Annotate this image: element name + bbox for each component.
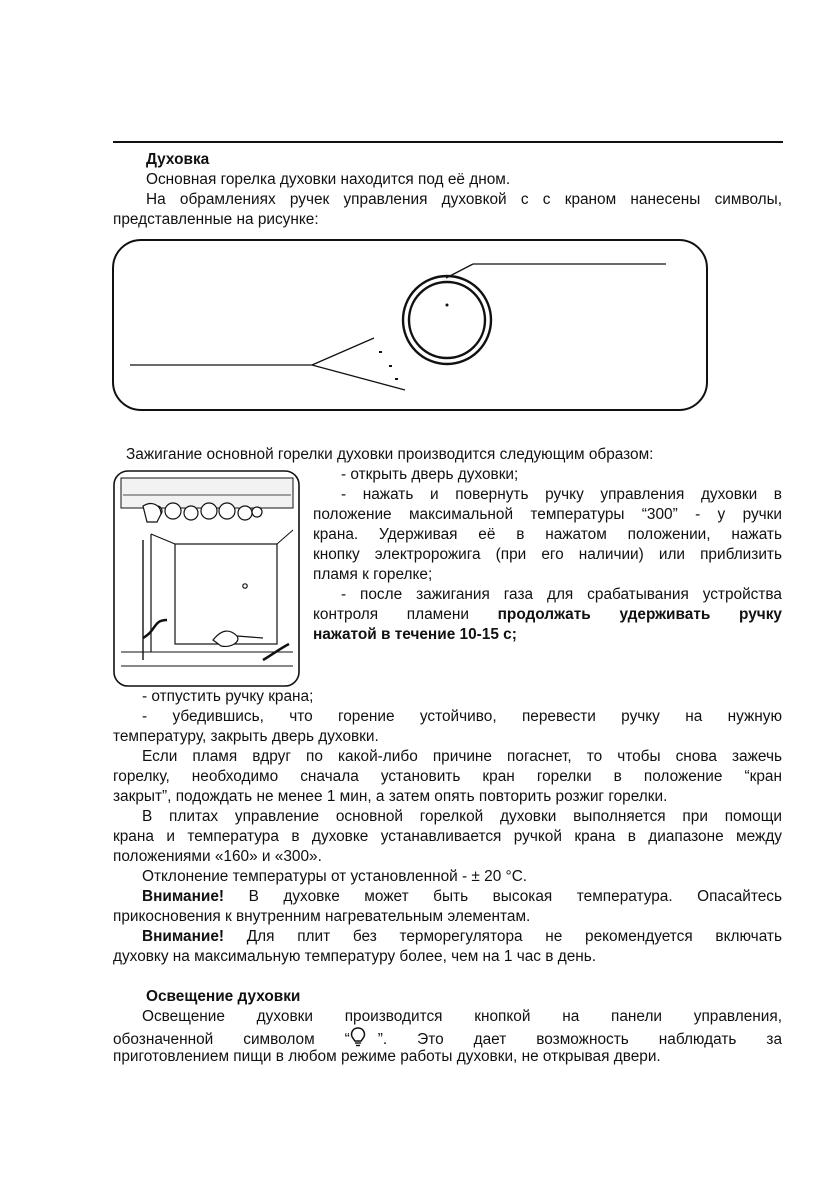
- warning1-line1: Внимание! В духовке может быть высокая температура. Опасайтесь: [142, 888, 782, 905]
- warning1-line2: прикосновения к внутренним нагревательным элементам.: [113, 908, 531, 925]
- plates-line2: крана и температура в духовке устанавливается ручкой крана в диапазоне между: [113, 828, 782, 845]
- knob-icon: [238, 506, 252, 520]
- heading-lighting: Освещение духовки: [146, 988, 301, 1005]
- step-press-line1: - нажать и повернуть ручку управления духовки в: [341, 486, 782, 503]
- oven-cavity: [175, 544, 277, 644]
- paragraph-main-burner: Основная горелка духовки находится под её дном.: [146, 171, 511, 188]
- temperature-deviation: Отклонение температуры от установленной - ± 20 °С.: [142, 868, 528, 885]
- oven-illustration: [113, 470, 300, 687]
- leader-line-left-diag2: [312, 365, 405, 390]
- control-panel-figure: [110, 238, 710, 413]
- plates-line3: положениями «160» и «300».: [113, 848, 322, 865]
- warning1-label: Внимание!: [142, 888, 225, 905]
- knob-inner-ring: [409, 282, 485, 358]
- step-press-line5: пламя к горелке;: [313, 566, 433, 583]
- step-press-line4: кнопку электророжига (при его наличии) или приблизить: [313, 546, 782, 563]
- step-hold-line1: - после зажигания газа для срабатывания устройства: [341, 586, 782, 603]
- plates-line1: В плитах управление основной горелкой духовки выполняется при помощи: [142, 808, 782, 825]
- warning2-label: Внимание!: [142, 928, 225, 945]
- leader-line-left-diag: [312, 338, 374, 365]
- warning2-line2: духовку на максимальную температуру более, чем на 1 час в день.: [113, 948, 597, 965]
- step-hold-line2: [313, 605, 782, 625]
- step-hold-line3: нажатой в течение 10-15 с;: [313, 626, 517, 643]
- lighting-line1: Освещение духовки производится кнопкой на панели управления,: [142, 1008, 782, 1025]
- warning2-line1: Внимание! Для плит без терморегулятора не рекомендуется включать: [142, 928, 782, 945]
- step-open-door: - открыть дверь духовки;: [341, 466, 519, 483]
- hand-icon: [143, 504, 161, 522]
- step-hold-normal: контроля пламени: [313, 606, 498, 623]
- knob-icon: [184, 506, 198, 520]
- flame-out-line2: горелку, необходимо сначала установить кран горелки в положение “кран: [113, 768, 782, 785]
- flame-out-line3: закрыт”, подождать не менее 1 мин, а затем опять повторить розжиг горелки.: [113, 788, 668, 805]
- lighting-line2: обозначенной символом “ ”. Это дает возможность наблюдать за: [113, 1027, 782, 1053]
- light-button-icon: [252, 507, 262, 517]
- paragraph-symbols-line1: На обрамлениях ручек управления духовкой с с краном нанесены символы,: [146, 191, 782, 208]
- knob-icon: [165, 503, 181, 519]
- flame-out-line1: Если пламя вдруг по какой-либо причине погаснет, то чтобы снова зажечь: [142, 748, 782, 765]
- top-rule: [113, 141, 783, 143]
- lighting-line3: приготовлением пищи в любом режиме работы духовки, не открывая двери.: [113, 1048, 661, 1065]
- knob-icon: [201, 503, 217, 519]
- knob-icon: [219, 503, 235, 519]
- step-verify-line1: - убедившись, что горение устойчиво, перевести ручку на нужную: [142, 708, 782, 725]
- heading-oven: Духовка: [146, 151, 210, 168]
- step-press-line3: крана. Удерживая её в нажатом положении, нажать: [313, 526, 782, 543]
- paragraph-symbols-line2: представленные на рисунке:: [113, 211, 319, 228]
- step-release: - отпустить ручку крана;: [142, 688, 314, 705]
- leader-line-top-diag: [446, 264, 473, 278]
- step-press-line2: положение максимальной температуры “300” - у ручки: [313, 506, 782, 523]
- step-hold-bold: продолжать удерживать ручку: [497, 606, 782, 623]
- knob-dot: [446, 304, 449, 307]
- ignition-intro: Зажигание основной горелки духовки производится следующим образом:: [126, 446, 654, 463]
- step-verify-line2: температуру, закрыть дверь духовки.: [113, 728, 379, 745]
- knob-outer-ring: [403, 276, 491, 364]
